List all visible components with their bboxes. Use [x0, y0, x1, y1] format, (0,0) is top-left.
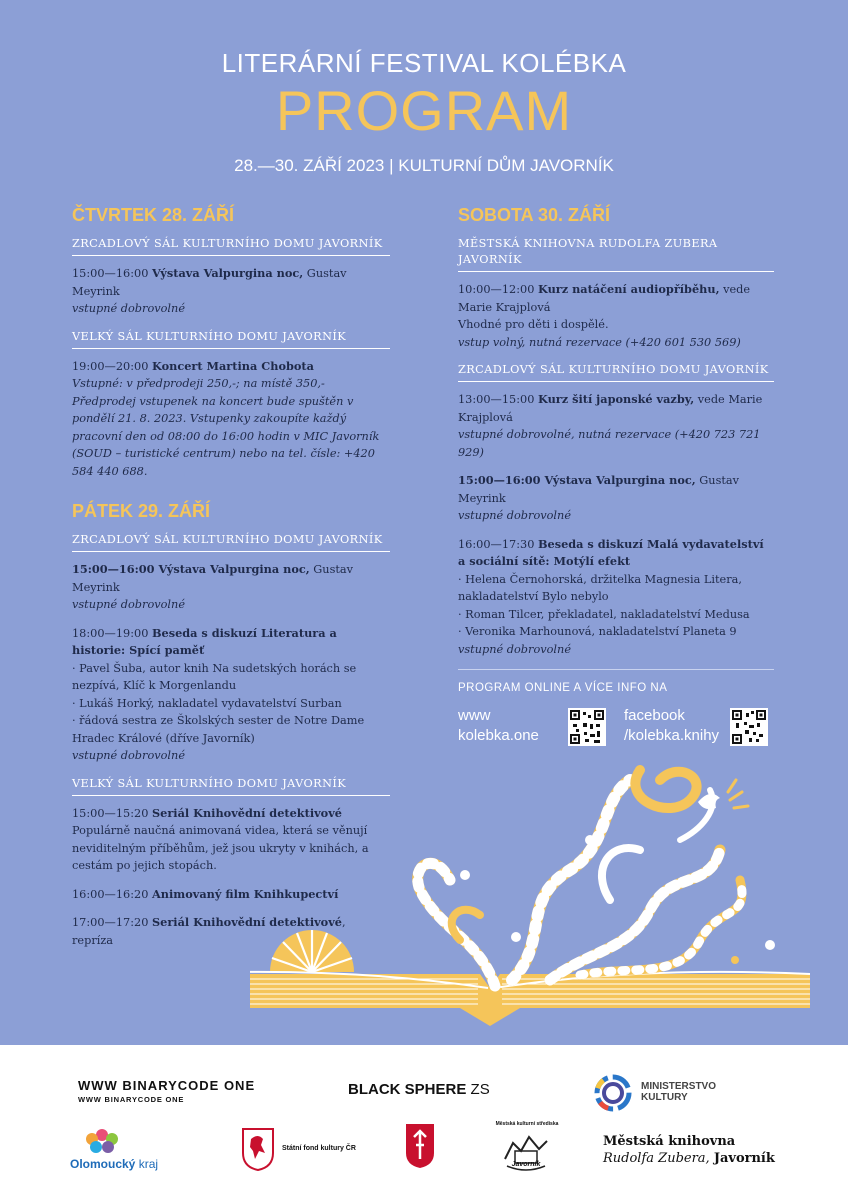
event-item: 16:00—17:30 Beseda s diskuzí Malá vydavatelství a sociální sítě: Motýlí efekt · Helena Černohorská, držitelka Magnesia Litera, nakladatelství Bylo nebylo · Roman Tilcer, překladatel, nakladatelství Medusa · Veronika Marhounová, nakladatelství Planeta 9 vstupné dobrovolné — [458, 536, 774, 659]
speaker-line: · Pavel Šuba, autor knih Na sudetských horách se nezpívá, Klíč k Morgenlandu — [72, 661, 357, 692]
book-illustration — [250, 740, 810, 1040]
event-item: 18:00—19:00 Beseda s diskuzí Literatura a historie: Spící paměť · Pavel Šuba, autor knih Na sudetských horách se nezpívá, Klíč k Morgenlandu · Lukáš Horký, nakladatel vydavatelství Surban · řádová sestra ze Školských sester de Notre Dame Hradec Králové (dříve Javorník) vstupné dobrovolné — [72, 625, 390, 765]
venue-heading: VELKÝ SÁL KULTURNÍHO DOMU JAVORNÍK — [72, 329, 390, 349]
event-note: vstup volný, nutná rezervace (+420 601 530 569) — [458, 335, 741, 349]
sun-shape — [270, 930, 354, 972]
venue-heading: MĚSTSKÁ KNIHOVNA RUDOLFA ZUBERA JAVORNÍK — [458, 236, 774, 272]
event-item: 15:00—16:00 Výstava Valpurgina noc, Gustav Meyrink vstupné dobrovolné — [458, 472, 774, 525]
day-heading-thursday: ČTVRTEK 28. ZÁŘÍ — [72, 205, 235, 225]
mks-javornik-stamp: Městská kulturní střediska Javorník — [497, 1119, 555, 1182]
coat-of-arms-icon — [405, 1123, 435, 1169]
javornik-coat-of-arms — [405, 1123, 435, 1174]
event-note: vstupné dobrovolné — [72, 598, 186, 611]
czech-lion-icon — [241, 1127, 275, 1171]
ministry-emblem-icon — [593, 1073, 633, 1113]
event-description: Populárně naučná animovaná videa, která se věnují neviditelným příběhům, jež jsou ukryty v knihách, a cestám po jejich stopách. — [72, 824, 369, 872]
right-column — [458, 205, 774, 750]
mestska-knihovna-logo: Městská knihovna Rudolfa Zubera, Javorník — [603, 1134, 775, 1166]
event-note: vstupné dobrovolné, nutná rezervace (+420 723 721 929) — [458, 428, 761, 459]
event-note: vstupné dobrovolné — [72, 302, 186, 315]
speaker-line: · řádová sestra ze Školských sester de Notre Dame Hradec Králové (dříve Javorník) — [72, 714, 365, 745]
speaker-line: · Helena Černohorská, držitelka Magnesia Litera, nakladatelství Bylo nebylo — [458, 572, 742, 603]
event-item: 15:00—16:00 Výstava Valpurgina noc, Gustav Meyrink vstupné dobrovolné — [72, 265, 390, 318]
binarycode-logo: WWW BINARYCODE ONE WWW BINARYCODE ONE — [78, 1078, 256, 1104]
event-note: vstupné dobrovolné — [458, 509, 572, 522]
event-item: 16:00—16:20 Animovaný film Knihkupectví — [72, 886, 339, 901]
event-description: Vhodné pro děti i dospělé. — [458, 318, 609, 331]
stamp-icon — [497, 1119, 555, 1177]
event-note: vstupné dobrovolné — [72, 749, 186, 762]
event-item: 15:00—15:20 Seriál Knihovědní detektivové Populárně naučná animovaná videa, která se věnují neviditelným příběhům, jež jsou ukryty v knihách, a cestám po jejich stopách. — [72, 805, 390, 875]
venue-heading: ZRCADLOVÝ SÁL KULTURNÍHO DOMU JAVORNÍK — [72, 532, 390, 552]
website-link[interactable]: www kolebka.one — [458, 707, 539, 744]
speaker-line: · Roman Tilcer, překladatel, nakladatelství Medusa — [458, 607, 750, 621]
day-heading-saturday: SOBOTA 30. ZÁŘÍ — [458, 205, 611, 225]
festival-name: LITERÁRNÍ FESTIVAL KOLÉBKA — [221, 48, 627, 78]
facebook-link[interactable]: facebook /kolebka.knihy — [624, 707, 720, 744]
online-heading: PROGRAM ONLINE A VÍCE INFO NA — [458, 682, 668, 694]
bird-shape — [698, 794, 720, 809]
event-item: 10:00—12:00 Kurz natáčení audiopříběhu, vede Marie Krajplová Vhodné pro děti i dospělé. vstup volný, nutná rezervace (+420 601 530 569) — [458, 281, 774, 351]
festival-dates: 28.—30. ZÁŘÍ 2023 | KULTURNÍ DŮM JAVORNÍK — [234, 156, 614, 175]
open-book-shape — [250, 972, 810, 1026]
venue-heading: ZRCADLOVÝ SÁL KULTURNÍHO DOMU JAVORNÍK — [72, 236, 390, 256]
blacksphere-logo: BLACK SPHERE ZS — [348, 1081, 490, 1098]
event-note: vstupné dobrovolné — [458, 642, 572, 656]
page-title: PROGRAM — [275, 79, 573, 142]
venue-heading: ZRCADLOVÝ SÁL KULTURNÍHO DOMU JAVORNÍK — [458, 362, 774, 382]
venue-heading: VELKÝ SÁL KULTURNÍHO DOMU JAVORNÍK — [72, 776, 390, 796]
event-item: 17:00—17:20 Seriál Knihovědní detektivové, repríza — [72, 915, 346, 947]
speaker-line: · Lukáš Horký, nakladatel vydavatelství Surban — [72, 696, 342, 710]
speaker-line: · Veronika Marhounová, nakladatelství Planeta 9 — [458, 625, 737, 638]
event-item: 13:00—15:00 Kurz šití japonské vazby, vede Marie Krajplová vstupné dobrovolné, nutná rezervace (+420 723 721 929) — [458, 391, 774, 461]
sponsor-footer: WWW BINARYCODE ONE WWW BINARYCODE ONE BLACK SPHERE ZS MINISTERSTVO KULTURY Olomoucký kraj Státní fond kultury ČR Městská kulturní střediska Javorník Městská knihovna Rudolfa Zubera, Javorník — [0, 1045, 848, 1200]
olomoucky-kraj-logo: Olomoucký kraj — [70, 1125, 134, 1168]
event-note: Vstupné: v předprodeji 250,-; na místě 350,- Předprodej vstupenek na koncert bude spuštěn v pondělí 21. 8. 2023. Vstupenky zakoupíte každý pracovní den od 08:00 do 16:00 hodin v MIC Javorník (SOUD – turistické centrum) nebo na tel. čísle: +420 584 440 688. — [72, 377, 380, 478]
event-item: 19:00—20:00 Koncert Martina Chobota Vstupné: v předprodeji 250,-; na místě 350,- Předprodej vstupenek na koncert bude spuštěn v pondělí 21. 8. 2023. Vstupenky zakoupíte každý pracovní den od 08:00 do 16:00 hodin v MIC Javorník (SOUD – turistické centrum) nebo na tel. čísle: +420 584 440 688. — [72, 358, 390, 481]
divider — [458, 669, 774, 670]
statni-fond-kultury-logo: Státní fond kultury ČR — [241, 1127, 275, 1176]
event-item: 15:00—16:00 Výstava Valpurgina noc, Gustav Meyrink vstupné dobrovolné — [72, 561, 390, 614]
day-heading-friday: PÁTEK 29. ZÁŘÍ — [72, 501, 211, 521]
